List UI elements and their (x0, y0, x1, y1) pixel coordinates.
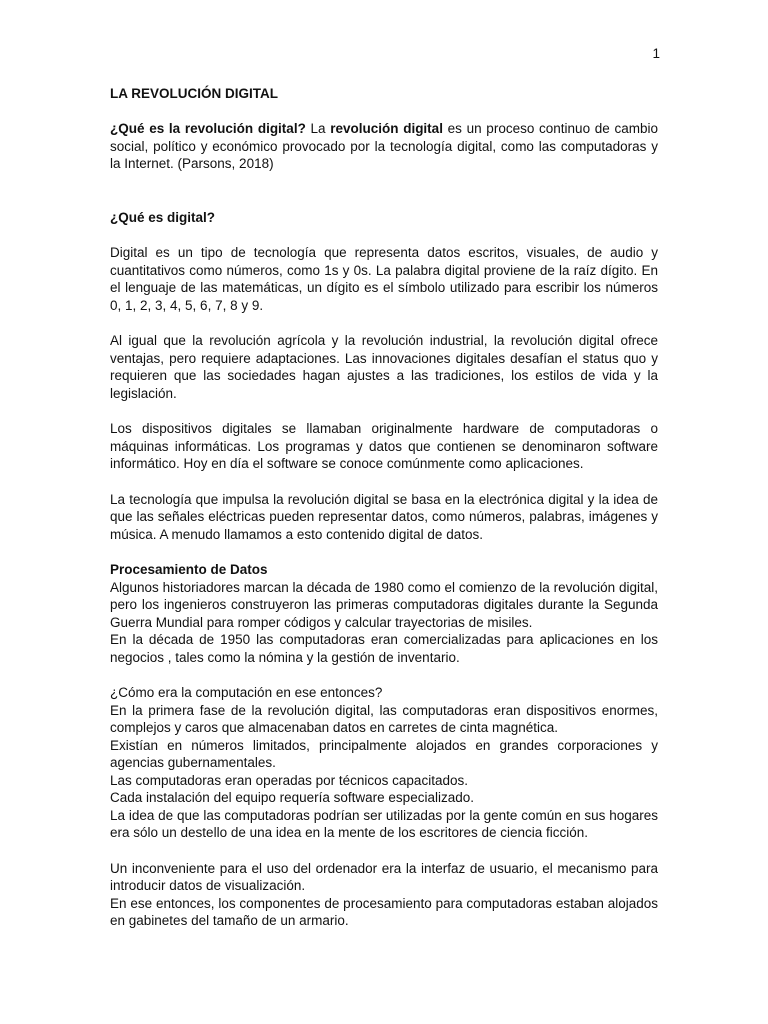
section-heading-digital: ¿Qué es digital? (110, 209, 216, 225)
body-paragraph: La idea de que las computadoras podrían ser utilizadas por la gente común en sus hogares era sólo un destello de una idea en la mente de los escritores de ciencia ficción. (110, 807, 658, 840)
spacer (110, 543, 658, 561)
page-number: 1 (652, 46, 660, 61)
body-paragraph: Al igual que la revolución agrícola y la revolución industrial, la revolución digital ofrece ventajas, pero requiere adaptaciones. Las innovaciones digitales desafían el status quo y requieren que las sociedades hagan ajustes a las tradiciones, los estilos de vida y la legislación. (110, 333, 658, 401)
body-paragraph: Existían en números limitados, principalmente alojados en grandes corporaciones y agencias gubernamentales. (110, 737, 658, 770)
document-title: LA REVOLUCIÓN DIGITAL (110, 86, 278, 101)
body-paragraph: Los dispositivos digitales se llamaban originalmente hardware de computadoras o máquinas informáticas. Los programas y datos que contienen se denominaron software informático. Hoy en día el software se conoce comúnmente como aplicaciones. (110, 421, 658, 471)
document-body (110, 85, 658, 930)
spacer (110, 842, 658, 860)
body-paragraph: Las computadoras eran operadas por técnicos capacitados. (110, 772, 468, 788)
spacer (110, 402, 658, 420)
spacer (110, 314, 658, 332)
section-heading-computing: ¿Cómo era la computación en ese entonces? (110, 685, 383, 700)
body-paragraph: Un inconveniente para el uso del ordenador era la interfaz de usuario, el mecanismo para introducir datos de visualización. (110, 860, 658, 893)
body-paragraph: En la década de 1950 las computadoras eran comercializadas para aplicaciones en los negocios , tales como la nómina y la gestión de inventario. (110, 632, 658, 665)
body-paragraph: Algunos historiadores marcan la década de 1980 como el comienzo de la revolución digital, pero los ingenieros construyeron las primeras computadoras digitales durante la Segunda Guerra Mundial para romper códigos y calcular trayectorias de misiles. (110, 579, 658, 630)
intro-term: revolución digital (330, 121, 443, 136)
body-paragraph: Cada instalación del equipo requería software especializado. (110, 790, 474, 805)
intro-text: es un proceso continuo de cambio social, político y económico provocado por la tecnología digital, como las computadoras y la Internet. (Parsons, 2018) (110, 121, 658, 171)
intro-question: ¿Qué es la revolución digital? (110, 121, 306, 136)
intro-lead: La (305, 121, 331, 136)
body-paragraph: La tecnología que impulsa la revolución digital se basa en la electrónica digital y la idea de que las señales eléctricas pueden representar datos, como números, palabras, imágenes y música. A menudo llamamos a esto contenido digital de datos. (110, 491, 658, 542)
spacer (110, 226, 658, 244)
spacer (110, 473, 658, 491)
body-paragraph: En ese entonces, los componentes de procesamiento para computadoras estaban alojados en gabinetes del tamaño de un armario. (110, 895, 658, 928)
spacer (110, 173, 658, 209)
section-heading-processing: Procesamiento de Datos (110, 562, 268, 577)
spacer (110, 666, 658, 684)
body-paragraph: En la primera fase de la revolución digital, las computadoras eran dispositivos enormes, complejos y caros que almacenaban datos en carretes de cinta magnética. (110, 702, 658, 735)
intro-paragraph (110, 120, 658, 173)
body-paragraph: Digital es un tipo de tecnología que representa datos escritos, visuales, de audio y cuantitativos como números, como 1s y 0s. La palabra digital proviene de la raíz dígito. En el lenguaje de las matemáticas, un dígito es el símbolo utilizado para escribir los números 0, 1, 2, 3, 4, 5, 6, 7, 8 y 9. (110, 245, 658, 313)
